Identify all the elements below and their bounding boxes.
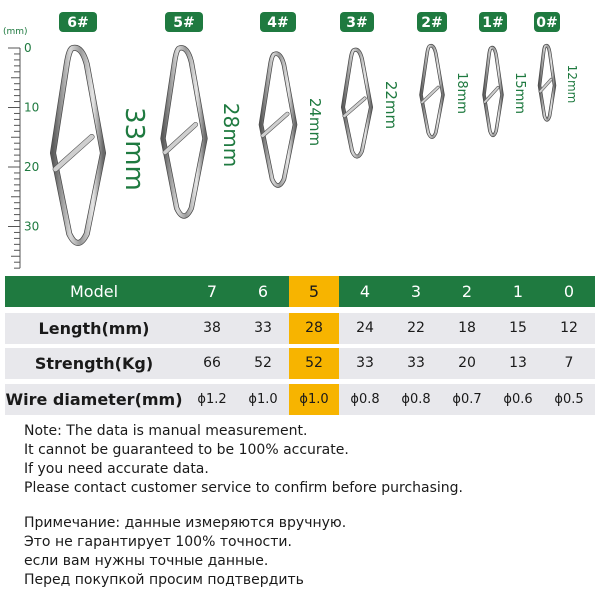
size-badge-label: 3# <box>346 15 368 31</box>
snap-clip-wire <box>485 88 498 102</box>
snap-clip-wire <box>422 87 438 102</box>
table-cell: 7 <box>564 355 574 371</box>
table-cell: 5 <box>289 276 339 307</box>
table-row-length <box>5 313 595 344</box>
note-line-ru: если вам нужны точные данные. <box>24 553 269 569</box>
snap-clip-wire <box>56 137 92 169</box>
table-cell: ϕ1.2 <box>197 392 227 407</box>
size-badge-label: 5# <box>173 15 195 31</box>
dimension-label: 22mm <box>382 80 400 130</box>
note-line-ru: Это не гарантирует 100% точности. <box>24 534 292 550</box>
table-cell: 12 <box>560 320 578 336</box>
table-cell: 0 <box>563 282 575 301</box>
product-illustration <box>0 0 600 270</box>
ruler-tick-label: 0 <box>24 41 32 55</box>
table-cell: ϕ0.6 <box>503 392 533 407</box>
size-badge-label: 6# <box>67 15 89 31</box>
table-cell: ϕ0.5 <box>554 392 584 407</box>
size-badge-label: 0# <box>536 15 558 31</box>
table-cell: ϕ0.8 <box>350 392 380 407</box>
table-cell: 33 <box>356 355 374 371</box>
table-cell: 33 <box>254 320 272 336</box>
table-cell: 4 <box>359 282 371 301</box>
table-row-strength <box>5 348 595 379</box>
table-cell: 1 <box>512 282 524 301</box>
dimension-label: 18mm <box>454 72 469 114</box>
table-row-wire-diameter <box>5 384 595 415</box>
snap-clip-wire <box>344 98 364 116</box>
table-cell: 52 <box>289 348 339 379</box>
size-badge-label: 1# <box>482 15 504 31</box>
snap-clip-wire <box>263 114 288 136</box>
table-cell: 2 <box>461 282 473 301</box>
note-line: It cannot be guaranteed to be 100% accurate. <box>24 442 349 458</box>
table-cell: 3 <box>410 282 422 301</box>
size-badge-label: 4# <box>267 15 289 31</box>
dimension-label: 33mm <box>119 107 149 191</box>
table-cell: 38 <box>203 320 221 336</box>
ruler <box>3 27 39 268</box>
note-line-ru: Примечание: данные измеряются вручную. <box>24 515 347 531</box>
table-row-model <box>5 276 595 307</box>
ruler-tick-label: 10 <box>24 100 40 115</box>
ruler-unit: (mm) <box>3 27 28 37</box>
table-cell: 20 <box>458 355 476 371</box>
row-label: Model <box>69 282 119 301</box>
table-cell: 33 <box>407 355 425 371</box>
table-cell: ϕ0.8 <box>401 392 431 407</box>
table-cell: 66 <box>203 355 221 371</box>
table-cell: 15 <box>509 320 527 336</box>
table-cell: ϕ0.7 <box>452 392 482 407</box>
table-cell: ϕ1.0 <box>289 384 339 415</box>
note-line: Please contact customer service to confirm before purchasing. <box>24 480 464 496</box>
table-cell: ϕ1.0 <box>248 392 278 407</box>
size-badges <box>59 12 560 32</box>
dimension-label: 24mm <box>306 97 324 147</box>
table-cell: 6 <box>257 282 269 301</box>
table-cell: 24 <box>356 320 374 336</box>
table-cell: 52 <box>254 355 272 371</box>
table-cell: 28 <box>289 313 339 344</box>
row-label: Strength(Kg) <box>34 354 154 373</box>
dimension-label: 12mm <box>565 64 579 104</box>
note-line: If you need accurate data. <box>24 461 209 477</box>
table-cell: 7 <box>206 282 218 301</box>
dimension-label: 15mm <box>512 72 527 114</box>
dimension-label: 28mm <box>219 102 243 168</box>
table-cell: 13 <box>509 355 527 371</box>
row-label: Length(mm) <box>38 319 150 338</box>
note-line: Note: The data is manual measurement. <box>24 423 308 439</box>
snap-clip-wire <box>540 79 551 91</box>
row-label: Wire diameter(mm) <box>5 390 183 409</box>
size-badge-label: 2# <box>421 15 443 31</box>
note-line-ru: Перед покупкой просим подтвердить <box>24 572 304 588</box>
table-cell: 18 <box>458 320 476 336</box>
ruler-tick-label: 20 <box>24 160 40 174</box>
ruler-tick-label: 30 <box>24 219 40 234</box>
table-cell: 22 <box>407 320 425 336</box>
snap-clip-wire <box>165 125 195 153</box>
